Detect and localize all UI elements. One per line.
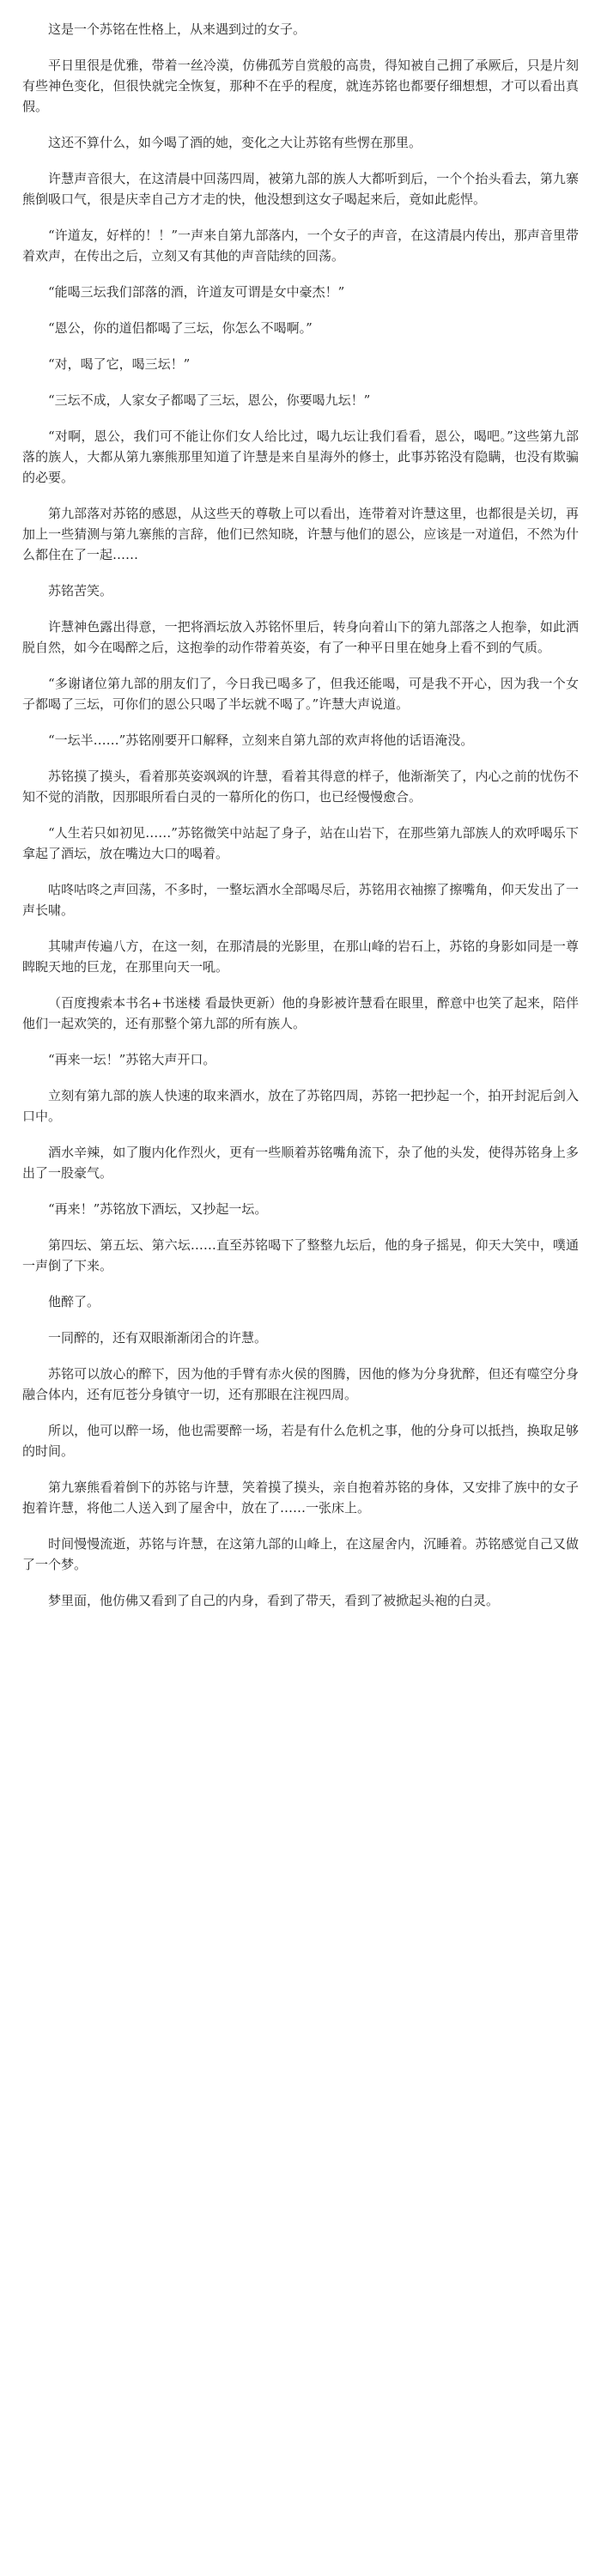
paragraph: 苏铭苦笑。 [48, 583, 113, 598]
paragraph: “人生若只如初见……”苏铭微笑中站起了身子，站在山岩下，在那些第九部族人的欢呼喝乐下拿起了酒坛，放在嘴边大口的喝着。 [22, 825, 579, 861]
paragraph: 苏铭摸了摸头，看着那英姿飒飒的许慧，看着其得意的样子，他渐渐笑了，内心之前的忧伤不知不觉的消散，因那眼所看白灵的一幕所化的伤口，也已经慢慢愈合。 [22, 769, 579, 805]
paragraph: 第九寨熊看着倒下的苏铭与许慧，笑着摸了摸头，亲自抱着苏铭的身体，又安排了族中的女子抱着许慧，将他二人送入到了屋舍中，放在了……一张床上。 [22, 1479, 579, 1516]
paragraph: “多谢诸位第九部的朋友们了，今日我已喝多了，但我还能喝，可是我不开心，因为我一个女子都喝了三坛，可你们的恩公只喝了半坛就不喝了。”许慧大声说道。 [22, 676, 579, 712]
paragraph: “再来！”苏铭放下酒坛，又抄起一坛。 [48, 1201, 268, 1217]
paragraph: “一坛半……”苏铭刚要开口解释，立刻来自第九部的欢声将他的话语淹没。 [48, 732, 474, 748]
paragraph: 其啸声传遍八方，在这一刻，在那清晨的光影里，在那山峰的岩石上，苏铭的身影如同是一尊睥睨天地的巨龙，在那里向天一吼。 [22, 939, 579, 975]
paragraph: “能喝三坛我们部落的酒，许道友可谓是女中豪杰！” [48, 284, 345, 300]
paragraph: 许慧神色露出得意，一把将酒坛放入苏铭怀里后，转身向着山下的第九部落之人抱拳，如此洒脱自然，如今在喝醉之后，这抱拳的动作带着英姿，有了一种平日里在她身上看不到的气质。 [22, 619, 579, 655]
paragraph: 一同醉的，还有双眼渐渐闭合的许慧。 [48, 1330, 268, 1346]
paragraph: （百度搜索本书名+书迷楼 看最快更新）他的身影被许慧看在眼里，醉意中也笑了起来，陪伴他们一起欢笑的，还有那整个第九部的所有族人。 [22, 995, 579, 1031]
paragraph: “再来一坛！”苏铭大声开口。 [48, 1052, 216, 1067]
paragraph: 他醉了。 [48, 1294, 100, 1309]
paragraph: “许道友，好样的！！”一声来自第九部落内，一个女子的声音，在这清晨内传出，那声音里带着欢声，在传出之后，立刻又有其他的声音陆续的回荡。 [22, 228, 579, 264]
paragraph: 梦里面，他仿佛又看到了自己的内身，看到了带天，看到了被掀起头袍的白灵。 [48, 1593, 500, 1608]
paragraph: 苏铭可以放心的醉下，因为他的手臂有赤火侯的图腾，因他的修为分身犹醉，但还有噬空分身融合体内，还有厄苍分身镇守一切，还有那眼在注视四周。 [22, 1366, 579, 1402]
paragraph: 许慧声音很大，在这清晨中回荡四周，被第九部的族人大都听到后，一个个抬头看去，第九寨熊倒吸口气，很是庆幸自己方才走的快，他没想到这女子喝起来后，竟如此彪悍。 [22, 171, 579, 207]
paragraph: “三坛不成，人家女子都喝了三坛，恩公，你要喝九坛！” [48, 392, 371, 408]
paragraph: “对啊，恩公，我们可不能让你们女人给比过，喝九坛让我们看看，恩公，喝吧。”这些第九部落的族人，大都从第九寨熊那里知道了许慧是来自星海外的修士，此事苏铭没有隐瞒，也没有欺骗的必要。 [22, 428, 579, 485]
paragraph: 酒水辛辣，如了腹内化作烈火，更有一些顺着苏铭嘴角流下，杂了他的头发，使得苏铭身上多出了一股豪气。 [22, 1145, 579, 1181]
paragraph: 第九部落对苏铭的感恩，从这些天的尊敬上可以看出，连带着对许慧这里，也都很是关切，再加上一些猜测与第九寨熊的言辞，他们已然知晓，许慧与他们的恩公，应该是一对道侣，不然为什么都住在了一起…… [22, 506, 579, 562]
paragraph: “对，喝了它，喝三坛！” [48, 356, 191, 372]
paragraph: 平日里很是优雅，带着一丝冷漠，仿佛孤芳自赏般的高贵，得知被自己拥了承厥后，只是片刻有些神色变化，但很快就完全恢复，那种不在乎的程度，就连苏铭也都要仔细想想，才可以看出真假。 [22, 58, 579, 114]
paragraph: 这还不算什么，如今喝了酒的她，变化之大让苏铭有些愣在那里。 [48, 135, 422, 150]
paragraph: 所以，他可以醉一场，他也需要醉一场，若是有什么危机之事，他的分身可以抵挡，换取足够的时间。 [22, 1423, 579, 1459]
paragraph: 立刻有第九部的族人快速的取来酒水，放在了苏铭四周，苏铭一把抄起一个，拍开封泥后剑入口中。 [22, 1088, 579, 1124]
paragraph: 时间慢慢流逝，苏铭与许慧，在这第九部的山峰上，在这屋舍内，沉睡着。苏铭感觉自己又做了一个梦。 [22, 1536, 579, 1572]
paragraph: 第四坛、第五坛、第六坛……直至苏铭喝下了整整九坛后，他的身子摇晃，仰天大笑中，噗通一声倒了下来。 [22, 1237, 579, 1273]
paragraph: “恩公，你的道侣都喝了三坛，你怎么不喝啊。” [48, 320, 313, 336]
paragraph: 这是一个苏铭在性格上，从来遇到过的女子。 [48, 21, 307, 37]
paragraph: 咕咚咕咚之声回荡，不多时，一整坛酒水全部喝尽后，苏铭用衣袖擦了擦嘴角，仰天发出了一声长啸。 [22, 882, 579, 918]
